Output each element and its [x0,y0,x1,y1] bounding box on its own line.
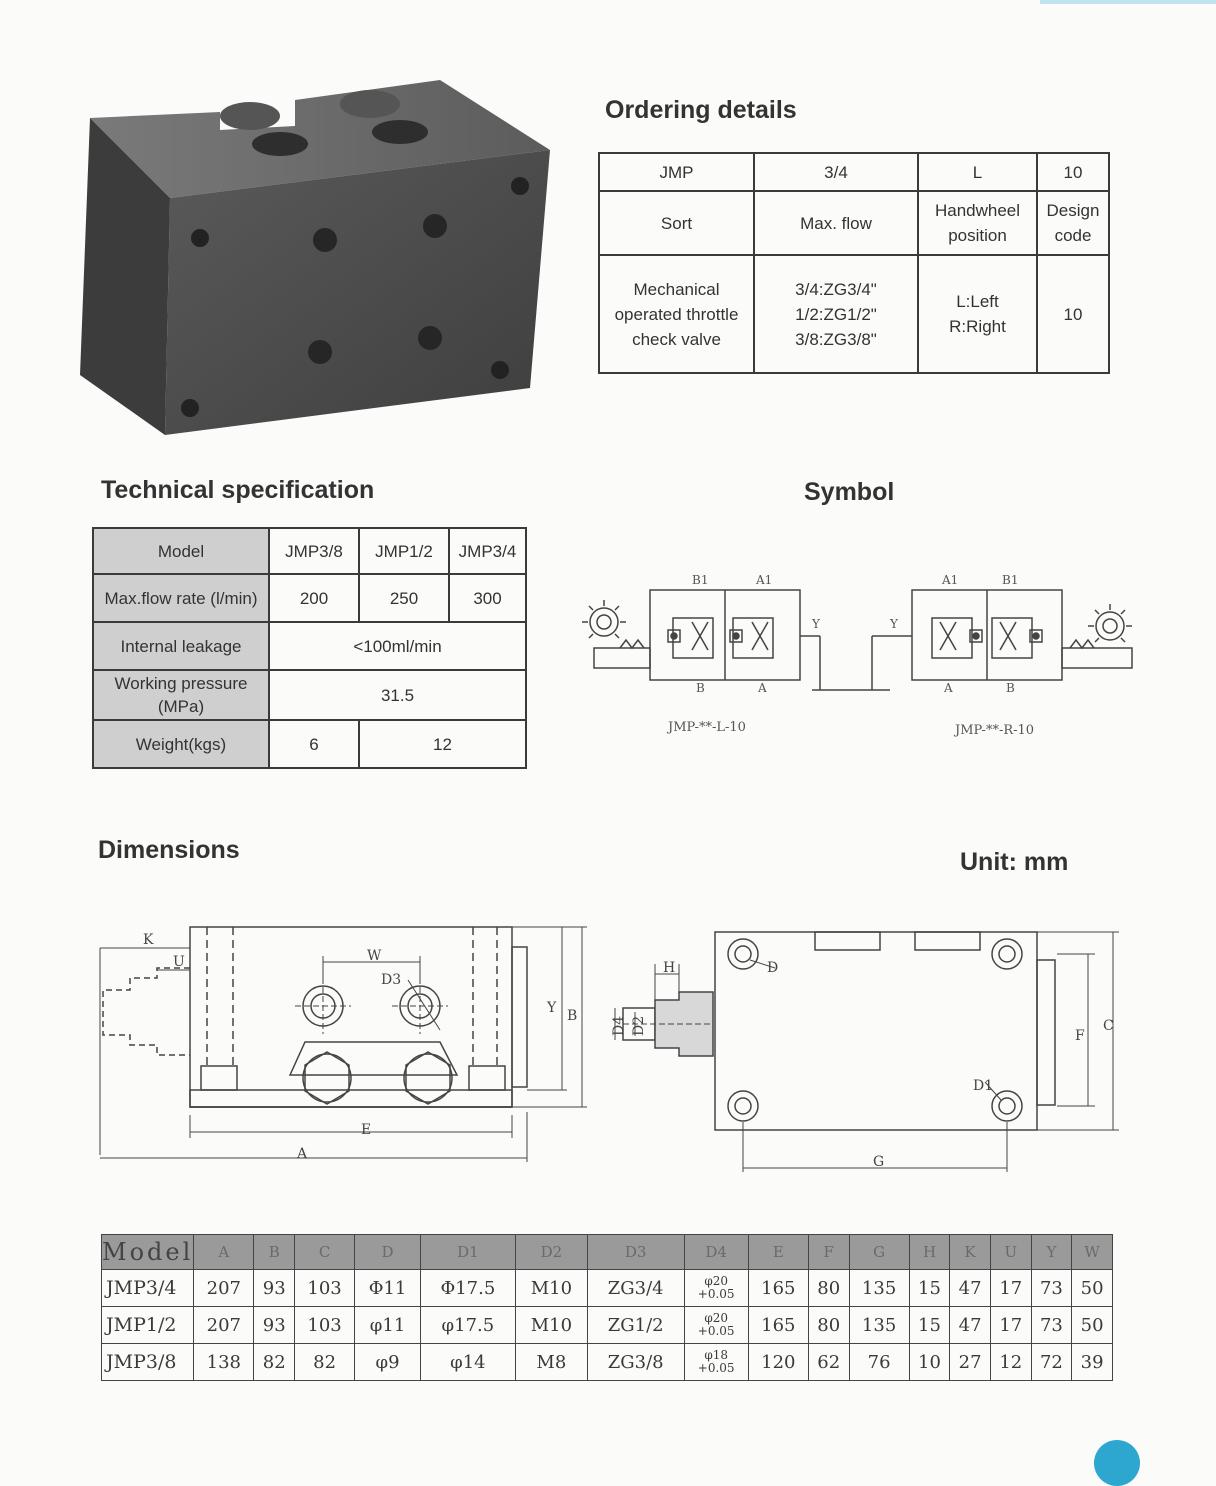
right-port-b: B [1006,681,1015,695]
dim-cell: φ11 [355,1307,421,1344]
hydraulic-symbol-diagram [580,568,1140,698]
technical-specification-table [92,527,527,769]
left-symbol [582,590,850,690]
symbol-title: Symbol [804,478,895,506]
dim-cell: ZG1/2 [587,1307,684,1344]
dim-header: Y [1031,1235,1072,1270]
dim-header: U [990,1235,1031,1270]
ordering-cell-flow-desc [754,255,918,373]
spec-pressure-label: Working pressure (MPa) [93,670,269,720]
spec-flow-value: 200 [269,574,359,622]
dim-cell: 10 [909,1344,950,1381]
dim-label-w: W [367,948,382,964]
dim-label-d: D [767,960,779,976]
symbol-left-caption: JMP-**-L-10 [668,720,746,735]
dim-cell: M10 [515,1307,587,1344]
dim-cell: 138 [194,1344,254,1381]
dim-cell: φ17.5 [420,1307,515,1344]
right-port-b1: B1 [1002,573,1019,587]
dim-header: F [808,1235,849,1270]
dim-header: D3 [587,1235,684,1270]
dimensions-title: Dimensions [98,836,240,864]
dim-cell: 39 [1072,1344,1113,1381]
dim-cell: 80 [808,1307,849,1344]
dim-cell-tolerance [684,1307,748,1344]
dim-header: D4 [684,1235,748,1270]
ordering-cell-code-desc: 10 [1037,255,1109,373]
symbol-right-caption: JMP-**-R-10 [955,723,1035,738]
sort-desc-line: Mechanical [633,279,720,299]
spec-pressure-value: 31.5 [269,670,526,720]
dim-header-model: Model [102,1235,194,1270]
dim-cell: 15 [909,1270,950,1307]
dim-cell: 76 [849,1344,909,1381]
dim-label-d4: D4 [611,1015,627,1036]
dim-header: E [748,1235,808,1270]
ordering-cell-handwheel-position: Handwheel position [918,191,1037,255]
ordering-cell-hand-desc [918,255,1037,373]
right-port-a1: A1 [942,573,959,587]
dim-cell: 72 [1031,1344,1072,1381]
spec-model-3-8: JMP3/8 [269,528,359,574]
ordering-cell-sort-code: JMP [599,153,754,191]
dim-cell: 73 [1031,1307,1072,1344]
dim-header: D [355,1235,421,1270]
spec-weight-value: 6 [269,720,359,768]
dim-table-row [102,1344,1113,1381]
spec-flow-label: Max.flow rate (l/min) [93,574,269,622]
dim-cell: 207 [194,1270,254,1307]
spec-weight-value: 12 [359,720,526,768]
dim-cell: 165 [748,1307,808,1344]
left-port-a1: A1 [756,573,773,587]
unit-label: Unit: mm [960,848,1069,876]
ordering-cell-design-code-label: Design code [1037,191,1109,255]
dim-cell-model: JMP3/4 [102,1270,194,1307]
flow-desc-line: 3/4:ZG3/4" [795,279,877,299]
ordering-cell-sort-desc [599,255,754,373]
dim-header: A [194,1235,254,1270]
ordering-cell-hand-code: L [918,153,1037,191]
dim-cell: 207 [194,1307,254,1344]
sort-desc-line: check valve [632,329,721,349]
dim-header: G [849,1235,909,1270]
spec-weight-label: Weight(kgs) [93,720,269,768]
flow-desc-line: 1/2:ZG1/2" [795,304,877,324]
dim-header: D2 [515,1235,587,1270]
dim-table-header-row [102,1235,1113,1270]
spec-leakage-value: <100ml/min [269,622,526,670]
left-port-y: Y [812,617,820,631]
dim-label-d3: D3 [381,972,402,988]
technical-specification-title: Technical specification [101,476,375,504]
dim-cell: 50 [1072,1270,1113,1307]
dim-header: C [295,1235,355,1270]
dim-label-d2: D2 [631,1015,647,1036]
spec-leakage-label: Internal leakage [93,622,269,670]
dim-cell: Φ11 [355,1270,421,1307]
dim-cell: 82 [254,1344,295,1381]
dim-cell: ZG3/4 [587,1270,684,1307]
dim-cell: 93 [254,1307,295,1344]
d4-nominal: φ20 [704,1311,728,1325]
ordering-cell-sort: Sort [599,191,754,255]
right-port-y: Y [890,617,898,631]
dim-label-c: C [1103,1018,1114,1034]
dim-cell: M8 [515,1344,587,1381]
ordering-details-title: Ordering details [605,96,797,124]
dim-cell: 120 [748,1344,808,1381]
dim-table-row [102,1270,1113,1307]
dim-cell: 73 [1031,1270,1072,1307]
dim-cell: 62 [808,1344,849,1381]
dim-cell: 17 [990,1270,1031,1307]
spec-flow-value: 300 [449,574,526,622]
dim-cell: 12 [990,1344,1031,1381]
left-port-b1: B1 [692,573,709,587]
dim-header: B [254,1235,295,1270]
spec-model-label: Model [93,528,269,574]
dim-label-k: K [143,932,154,948]
ordering-cell-flow-code: 3/4 [754,153,918,191]
dim-header: K [950,1235,991,1270]
ordering-details-table [598,152,1110,374]
dim-cell: 50 [1072,1307,1113,1344]
d4-tolerance: +0.05 [697,1287,735,1301]
dim-label-e: E [361,1122,372,1138]
d4-nominal: φ20 [704,1274,728,1288]
dim-cell: 82 [295,1344,355,1381]
hand-desc-line: L:Left [956,292,999,311]
spec-flow-value: 250 [359,574,449,622]
dim-cell-tolerance [684,1270,748,1307]
dim-table-row [102,1307,1113,1344]
dim-label-d1: D1 [973,1078,994,1094]
dim-cell: 15 [909,1307,950,1344]
dim-cell: 93 [254,1270,295,1307]
dim-cell-tolerance [684,1344,748,1381]
dim-label-f: F [1075,1028,1085,1044]
dim-cell: 135 [849,1270,909,1307]
spec-model-1-2: JMP1/2 [359,528,449,574]
dim-cell: φ9 [355,1344,421,1381]
ordering-cell-max-flow: Max. flow [754,191,918,255]
dim-cell-model: JMP1/2 [102,1307,194,1344]
dim-label-h: H [663,960,676,976]
left-port-b: B [696,681,705,695]
left-port-a: A [758,681,767,695]
dimensions-table [101,1234,1113,1381]
dim-cell: 135 [849,1307,909,1344]
dimension-drawing-side-view [95,920,595,1170]
dim-cell: Φ17.5 [420,1270,515,1307]
valve-product-photo [70,70,570,450]
sort-desc-line: operated throttle [614,304,739,324]
dim-cell: 27 [950,1344,991,1381]
dim-header: W [1072,1235,1113,1270]
dim-cell: 103 [295,1270,355,1307]
dim-header: D1 [420,1235,515,1270]
flow-desc-line: 3/8:ZG3/8" [795,329,877,349]
d4-nominal: φ18 [704,1348,728,1362]
dim-cell: 165 [748,1270,808,1307]
dim-label-u: U [173,954,185,970]
dim-label-b: B [567,1008,578,1024]
page-corner-circle [1094,1440,1140,1486]
dim-cell: ZG3/8 [587,1344,684,1381]
dim-label-y: Y [547,1000,557,1016]
d4-tolerance: +0.05 [697,1324,735,1338]
dim-cell: 47 [950,1270,991,1307]
top-accent-line [1040,0,1216,4]
dim-label-g: G [873,1154,885,1170]
dim-cell: 80 [808,1270,849,1307]
hand-desc-line: R:Right [949,317,1006,336]
ordering-cell-design-code: 10 [1037,153,1109,191]
right-port-a: A [944,681,953,695]
spec-model-3-4: JMP3/4 [449,528,526,574]
dim-label-a: A [297,1146,308,1162]
dimension-drawing-top-view [605,920,1125,1180]
dim-cell-model: JMP3/8 [102,1344,194,1381]
d4-tolerance: +0.05 [697,1361,735,1375]
dim-cell: 103 [295,1307,355,1344]
dim-cell: 17 [990,1307,1031,1344]
dim-cell: 47 [950,1307,991,1344]
dim-cell: φ14 [420,1344,515,1381]
right-symbol [850,590,1132,690]
dim-cell: M10 [515,1270,587,1307]
dim-header: H [909,1235,950,1270]
